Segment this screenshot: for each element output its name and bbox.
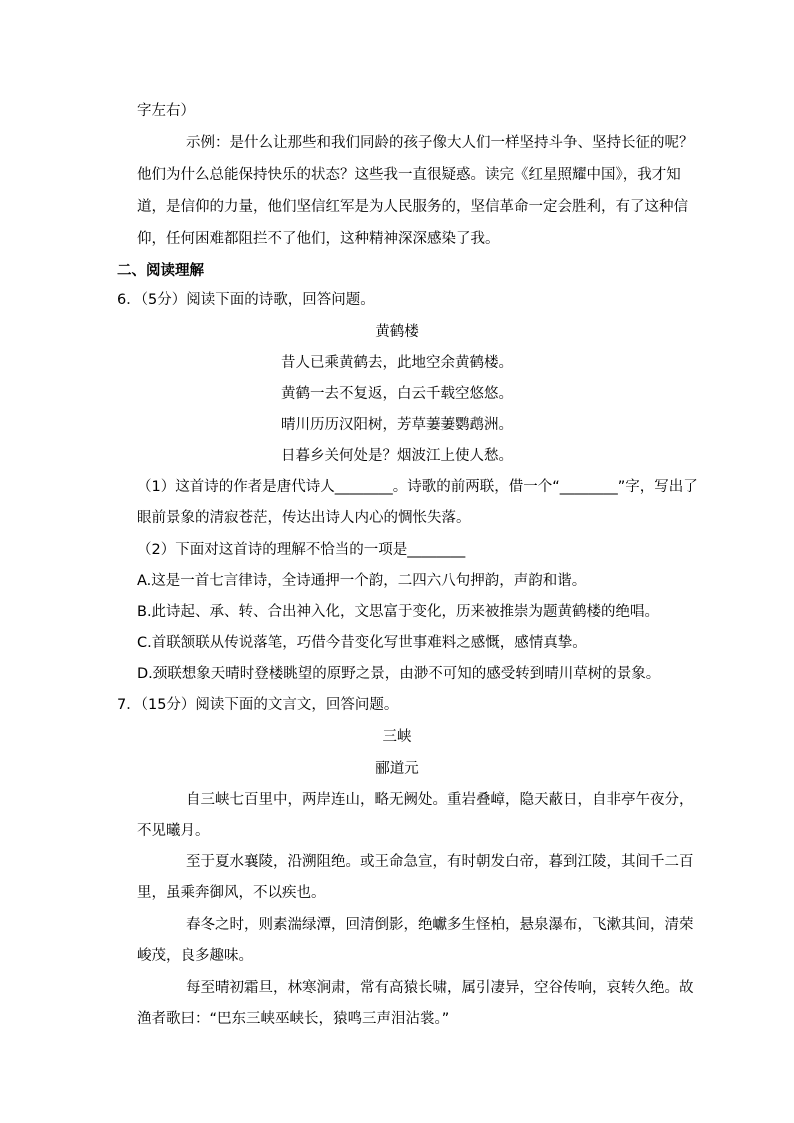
poem-line: 晴川历历汉阳树，芳草萋萋鹦鹉洲。 [281, 417, 513, 433]
question-6-stem: 6．（5分）阅读下面的诗歌，回答问题。 [117, 292, 375, 308]
intro-line: 字左右） [137, 103, 195, 119]
subquestion-1-cont: 眼前景象的清寂苍茫，传达出诗人内心的惆怅失落。 [137, 510, 471, 526]
passage-line: 自三峡七百里中，两岸连山，略无阙处。重岩叠嶂，隐天蔽日，自非亭午夜分， [186, 792, 694, 808]
passage-line: 里，虽乘奔御风，不以疾也。 [137, 885, 326, 901]
subquestion-1: （1）这首诗的作者是唐代诗人________。诗歌的前两联，借一个“________”字，写出了 [137, 479, 698, 495]
option-a: A.这是一首七言律诗，全诗通押一个韵，二四六八句押韵，声韵和谐。 [137, 573, 587, 589]
passage-line: 峻茂，良多趣味。 [137, 948, 253, 964]
intro-line: 仰，任何困难都阻拦不了他们，这种精神深深感染了我。 [137, 231, 500, 247]
passage-line: 春冬之时，则素湍绿潭，回清倒影，绝巘多生怪柏，悬泉瀑布，飞漱其间，清荣 [186, 917, 694, 933]
passage-author: 郦道元 [375, 761, 419, 777]
passage-line: 每至晴初霜旦，林寒涧肃，常有高猿长啸，属引凄异，空谷传响，哀转久绝。故 [186, 980, 694, 996]
passage-line: 不见曦月。 [137, 823, 210, 839]
poem-line: 黄鹤一去不复返，白云千载空悠悠。 [281, 386, 513, 402]
option-d: D.颈联想象天晴时登楼眺望的原野之景，由渺不可知的感受转到晴川草树的景象。 [137, 666, 661, 682]
poem-line: 昔人已乘黄鹤去，此地空余黄鹤楼。 [281, 355, 513, 371]
option-b: B.此诗起、承、转、合出神入化，文思富于变化，历来被推崇为题黄鹤楼的绝唱。 [137, 604, 660, 620]
passage-title: 三峡 [382, 729, 412, 745]
poem-line: 日暮乡关何处是？烟波江上使人愁。 [281, 448, 513, 464]
poem-title: 黄鹤楼 [375, 324, 419, 340]
intro-line: 他们为什么总能保持快乐的状态？这些我一直很疑惑。读完《红星照耀中国》，我才知 [137, 167, 681, 183]
option-c: C.首联颔联从传说落笔，巧借今昔变化写世事难料之感慨，感情真挚。 [137, 635, 587, 651]
passage-line: 至于夏水襄陵，沿溯阻绝。或王命急宣，有时朝发白帝，暮到江陵，其间千二百 [186, 854, 694, 870]
intro-line: 示例：是什么让那些和我们同龄的孩子像大人们一样坚持斗争、坚持长征的呢？ [186, 135, 694, 151]
intro-line: 道，是信仰的力量，他们坚信红军是为人民服务的，坚信革命一定会胜利，有了这种信 [137, 199, 688, 215]
section-title: 二、阅读理解 [117, 263, 204, 279]
subquestion-2: （2）下面对这首诗的理解不恰当的一项是________ [137, 542, 466, 558]
question-7-stem: 7．（15分）阅读下面的文言文，回答问题。 [117, 697, 399, 713]
passage-line: 渔者歌曰：“巴东三峡巫峡长，猿鸣三声泪沾裳。” [137, 1011, 450, 1027]
